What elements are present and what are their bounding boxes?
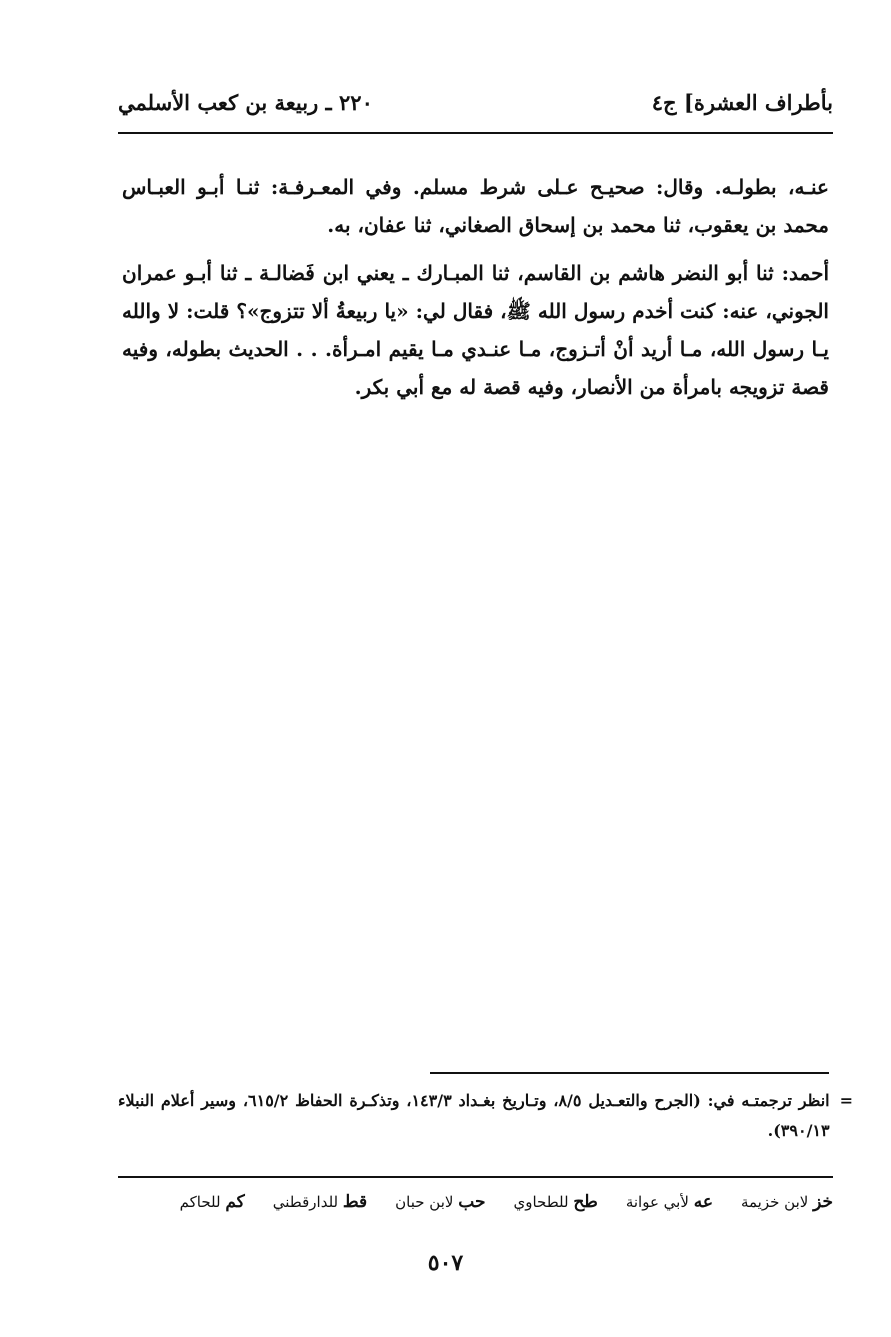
abbreviation-item: كم للحاكم [179,1192,245,1212]
main-text [122,168,829,416]
paragraph-2-text: : ثنا أبو النضر هاشم بن القاسم، ثنا المبـارك ـ يعني ابن فَضالـة ـ ثنا أبـو عمران الجوني، عنه: كنت أخدم رسول الله ﷺ، فقال لي: «يا ربيعةُ ألا تتزوج»؟ قلت: لا والله يـا رسول الله، مـا أريد أنْ أتـزوج، مـا عنـدي مـا يقيم امـرأة. . . الحديث بطوله، وفيه قصة تزويجه بامرأة من الأنصار، وفيه قصة له مع أبي بكر. [122,261,829,399]
footnote-text: انظر ترجمتـه في: (الجرح والتعـديل ٨/٥، وتـاريخ بغـداد ١٤٣/٣، وتذكـرة الحفاظ ٦١٥/٢، وسير أعلام النبلاء ٣٩٠/١٣). [118,1091,830,1140]
running-header [118,82,833,122]
paragraph-1: عنـه، بطولـه. وقال: صحيـح عـلى شرط مسلم. وفي المعـرفـة: ثنـا أبـو العبـاس محمد بن يعقوب، ثنا محمد بن إسحاق الصغاني، ثنا عفان، به. [122,175,829,237]
abbreviations-divider [118,1176,833,1178]
page-number: ٥٠٧ [427,1250,464,1276]
entry-title: ٢٢٠ ـ ربيعة بن كعب الأسلمي [118,89,373,115]
abbreviations-key [118,1192,833,1212]
abbreviation-item: حب لابن حبان [395,1192,486,1212]
paragraph-2 [122,254,829,406]
footnote-divider [430,1072,829,1074]
abbreviation-item: قط للدارقطني [272,1192,368,1212]
footnote [118,1086,853,1146]
abbreviation-item: خز لابن خزيمة [740,1192,833,1212]
book-title: بأطراف العشرة] ج٤ [651,89,833,115]
header-divider [118,132,833,134]
abbreviation-item: عه لأبي عوانة [625,1192,713,1212]
paragraph-2-lead: أحمد [789,261,829,285]
abbreviation-item: طح للطحاوي [513,1192,598,1212]
footnote-marker: = [839,1091,853,1110]
